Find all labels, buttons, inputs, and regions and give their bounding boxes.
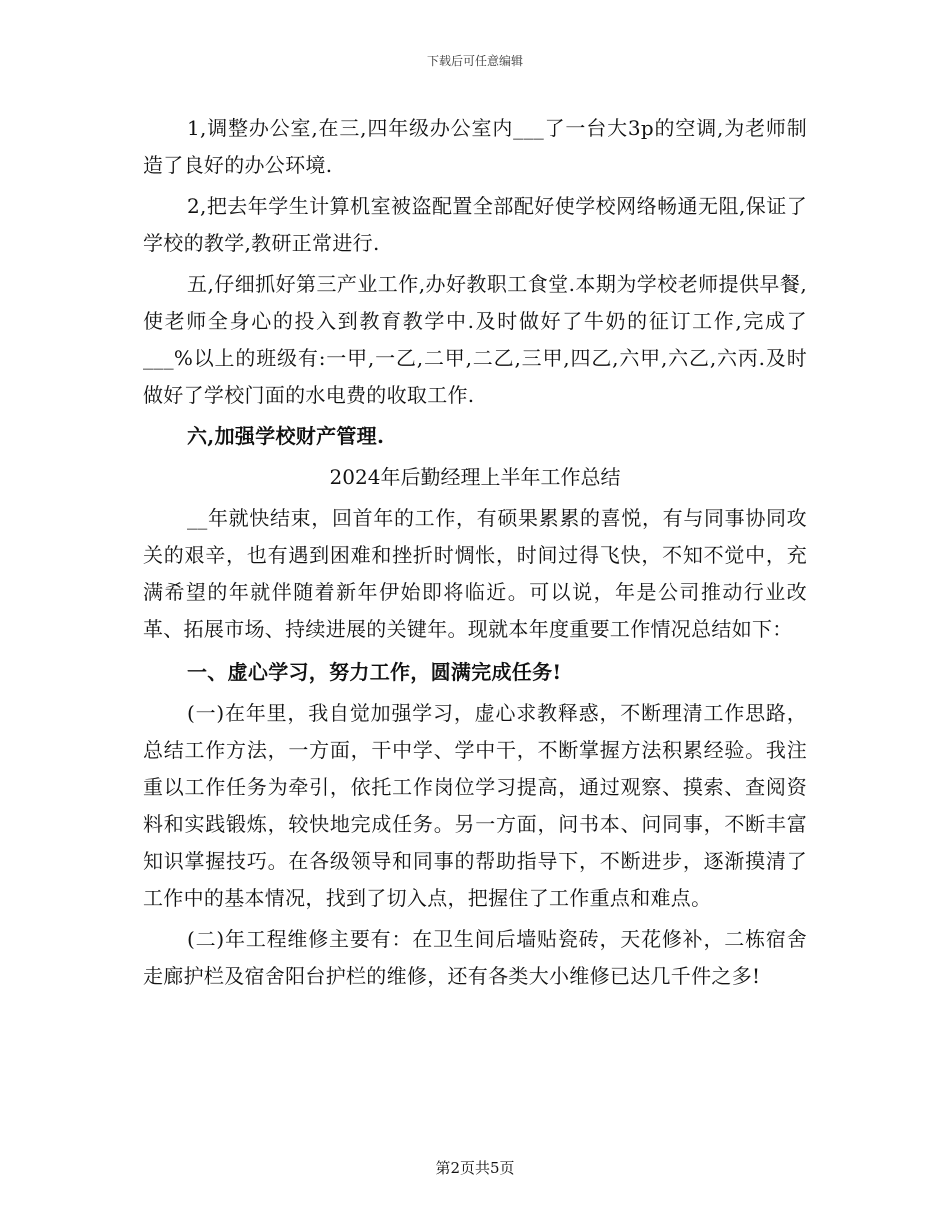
paragraph-intro: __年就快结束，回首年的工作，有硕果累累的喜悦，有与同事协同攻关的艰辛，也有遇到困难和挫折时惆怅，时间过得飞快，不知不觉中，充满希望的年就伴随着新年伊始即将临近。可以说，年是公司推动行业改革、拓展市场、持续进展的关键年。现就本年度重要工作情况总结如下： (143, 506, 807, 641)
page-header: 下载后可任意编辑 (426, 54, 523, 68)
section-heading-property: 六,加强学校财产管理. (187, 424, 385, 448)
paragraph-1: 1,调整办公室,在三,四年级办公室内___了一台大3p的空调,为老师制造了良好的办公环境. (143, 116, 807, 177)
paragraph-maintenance: (二)年工程维修主要有：在卫生间后墙贴瓷砖，天花修补，二栋宿舍走廊护栏及宿舍阳台护栏的维修，还有各类大小维修已达几千件之多! (143, 927, 807, 988)
document-title: 2024年后勤经理上半年工作总结 (329, 465, 621, 489)
paragraph-2: 2,把去年学生计算机室被盗配置全部配好使学校网络畅通无阻,保证了学校的教学,教研正常进行. (143, 194, 807, 255)
section-heading-study: 一、虚心学习，努力工作，圆满完成任务! (187, 660, 562, 684)
page-footer: 第2页共5页 (435, 1159, 515, 1177)
paragraph-study: (一)在年里，我自觉加强学习，虚心求教释惑，不断理清工作思路，总结工作方法，一方面，干中学、学中干，不断掌握方法积累经验。我注重以工作任务为牵引，依托工作岗位学习提高，通过观察、摸索、查阅资料和实践锻炼，较快地完成任务。另一方面，问书本、问同事，不断丰富知识掌握技巧。在各级领导和同事的帮助指导下，不断进步，逐渐摸清了工作中的基本情况，找到了切入点，把握住了工作重点和难点。 (143, 701, 807, 910)
document-body (143, 110, 807, 999)
paragraph-3: 五,仔细抓好第三产业工作,办好教职工食堂.本期为学校老师提供早餐,使老师全身心的投入到教育教学中.及时做好了牛奶的征订工作,完成了___%以上的班级有:一甲,一乙,二甲,二乙,三甲,四乙,六甲,六乙,六丙.及时做好了学校门面的水电费的收取工作. (143, 272, 807, 407)
